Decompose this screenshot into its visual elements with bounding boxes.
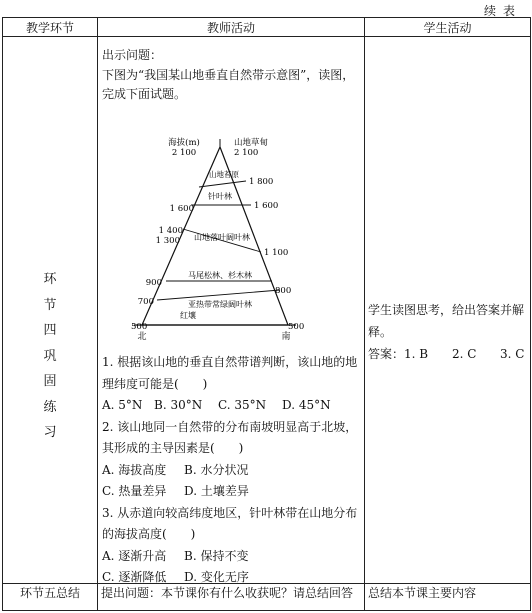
- option: B. 30°N: [154, 398, 203, 412]
- right-elev: 1 800: [249, 177, 274, 187]
- left-elev: 900: [145, 278, 162, 288]
- right-elev: 1 100: [264, 248, 289, 258]
- option-row: [102, 395, 361, 417]
- zone-line: [157, 290, 280, 300]
- table-row: [3, 37, 531, 584]
- answer-label: 答案：: [368, 347, 405, 361]
- stage-cell: [3, 37, 98, 584]
- option: D. 变化无序: [184, 570, 249, 584]
- intro-line: 出示问题：: [102, 48, 163, 62]
- mountain-zone-diagram: [128, 135, 308, 350]
- south-label: 南: [281, 332, 291, 342]
- header-teacher: 教师活动: [98, 18, 365, 37]
- answer: 1. B: [404, 347, 429, 361]
- student-instruction: 学生读图思考，给出答案并解释。: [368, 303, 525, 339]
- question-text: 1. 根据该山地的垂直自然带谱判断，该山地的地理纬度可能是( ): [102, 355, 358, 391]
- stage-label: [3, 267, 97, 446]
- zone-pine-label: 马尾松林、杉木林: [188, 271, 252, 280]
- right-elev: 500: [288, 322, 305, 332]
- left-elev: 1 600: [169, 204, 194, 214]
- option: A. 海拔高度: [102, 462, 167, 477]
- lesson-plan-table: [2, 17, 531, 611]
- option: C. 35°N: [218, 398, 267, 412]
- stage-char: 巩: [43, 348, 57, 364]
- zone-mixed-label: 山地落叶阔叶林: [194, 233, 250, 242]
- teacher5-cell: 提出问题：本节课你有什么收获呢？请总结回答: [98, 584, 365, 611]
- zone-redsoil-label: 红壤: [180, 311, 196, 320]
- header-student: 学生活动: [365, 18, 531, 37]
- zone-conifer-label: 针叶林: [208, 192, 232, 201]
- zone-line: [199, 181, 246, 187]
- left-elev: 500: [131, 322, 148, 332]
- header-stage: 教学环节: [3, 18, 98, 37]
- header-row: [3, 18, 531, 37]
- option-row: [102, 460, 361, 482]
- answer-row: [368, 343, 527, 365]
- option-row: [102, 481, 361, 503]
- student-cell: [365, 37, 531, 584]
- teacher-intro: [102, 46, 361, 105]
- option: C. 逐渐降低: [102, 570, 167, 584]
- north-label: 北: [137, 332, 147, 342]
- option: D. 土壤差异: [184, 484, 249, 498]
- option: B. 水分状况: [184, 462, 249, 477]
- elev-label: 海拔(m): [168, 138, 200, 148]
- peak-left-elev: 2 100: [171, 148, 197, 158]
- stage-char: 习: [43, 425, 57, 440]
- student5-cell: 总结本节课主要内容: [365, 584, 531, 611]
- prompt-line: 下图为“我国某山地垂直自然带示意图”，读图，完成下面试题。: [102, 67, 355, 101]
- left-elev: 1 400: [158, 226, 183, 236]
- question-text: 3. 从赤道向较高纬度地区，针叶林带在山地分布的海拔高度( ): [102, 505, 358, 541]
- option: B. 保持不变: [184, 548, 249, 563]
- question-text: 2. 该山地同一自然带的分布南坡明显高于北坡，其形成的主导因素是( ): [102, 419, 358, 455]
- right-elev: 800: [275, 286, 292, 296]
- stage-char: 环: [43, 272, 57, 287]
- question-list: [102, 352, 361, 589]
- peak-right-elev: 2 100: [234, 148, 259, 158]
- answer: 2. C: [452, 347, 477, 361]
- stage-char: 四: [43, 323, 57, 338]
- option: D. 45°N: [282, 398, 331, 412]
- stage-char: 固: [43, 374, 57, 389]
- teacher-cell: [98, 37, 365, 584]
- peak-top-label: 山地草甸: [234, 138, 269, 148]
- continued-label: 续表: [483, 4, 522, 18]
- student-activity: [368, 299, 527, 365]
- left-elev: 1 300: [155, 236, 180, 246]
- answer: 3. C: [500, 347, 525, 361]
- option-row: [102, 546, 361, 568]
- option-row: [102, 567, 361, 589]
- stage-char: 练: [43, 399, 57, 415]
- option: C. 热量差异: [102, 484, 167, 498]
- zone-evergreen-label: 亚热带常绿阔叶林: [188, 300, 252, 309]
- option: A. 5°N: [102, 398, 143, 412]
- right-elev: 1 600: [254, 201, 279, 211]
- stage5-cell: 环节五总结: [3, 584, 98, 611]
- left-elev: 700: [137, 297, 154, 307]
- zone-soil-label: 山地苔原: [209, 170, 239, 179]
- option: A. 逐渐升高: [102, 548, 167, 563]
- stage-char: 节: [43, 297, 57, 313]
